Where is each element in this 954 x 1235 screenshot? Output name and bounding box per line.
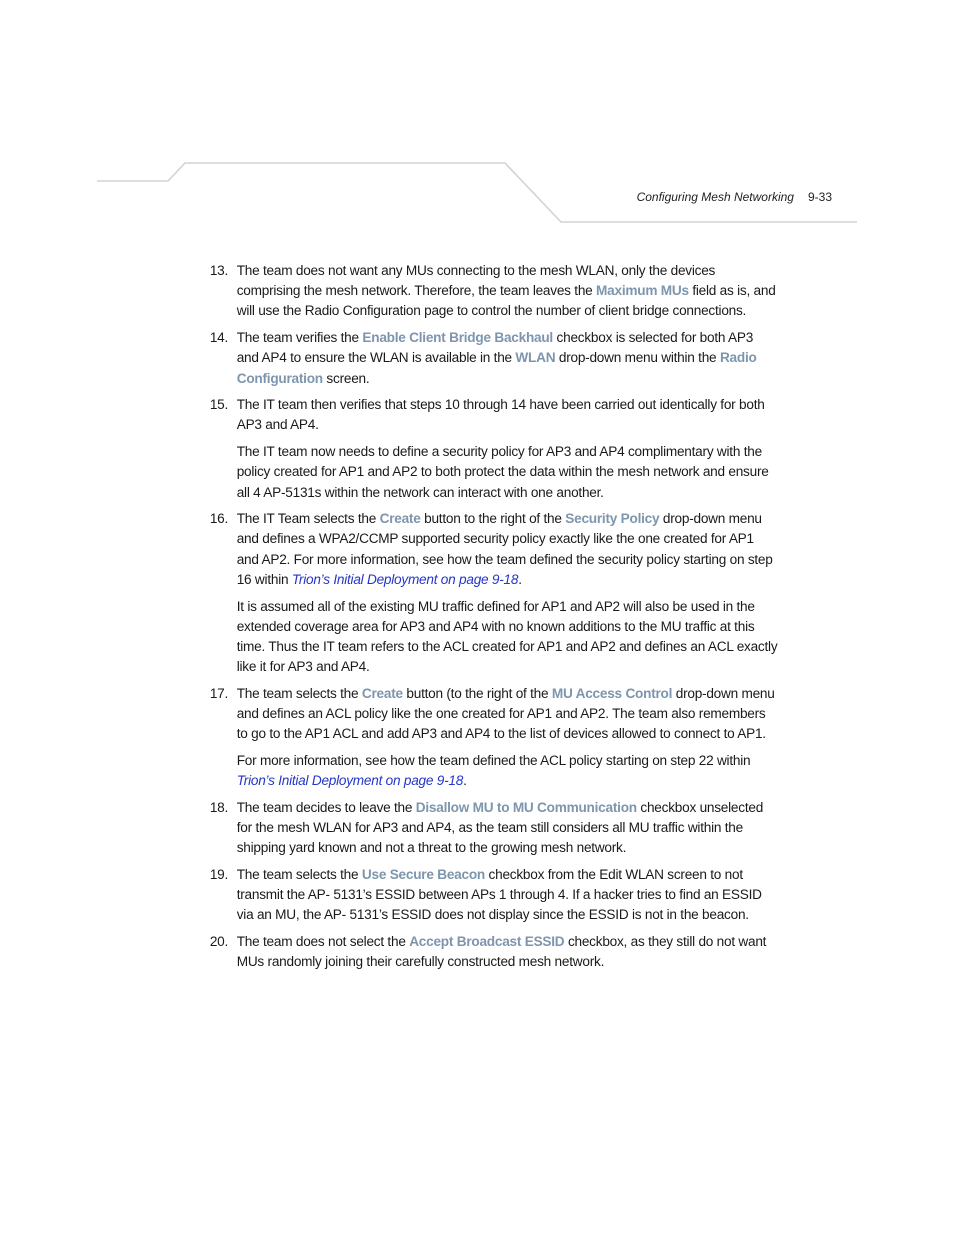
step-number: 14.: [209, 330, 229, 347]
step-13: 13. The team does not want any MUs connecting to the mesh WLAN, only the devices comprising the mesh network. Therefore, the team leaves the Maximum MUs field as is, and will use the Radio Configuration page to control the number of client bridge connections.: [209, 263, 776, 320]
ui-term: Create: [361, 685, 403, 702]
ui-term: Create: [379, 511, 421, 528]
step-number: 16.: [209, 511, 229, 528]
ui-term: Disallow MU to MU Communication: [415, 799, 637, 816]
step-number: 15.: [209, 397, 229, 414]
step-19: 19. The team selects the Use Secure Beacon checkbox from the Edit WLAN screen to not transmit the AP- 5131’s ESSID between APs 1 through 4. If a hacker tries to find an ESSID via an MU, the AP- 5131’s ESSID does not display since the ESSID is not in the beacon.: [209, 866, 762, 924]
cross-reference-link[interactable]: Trion’s Initial Deployment on page 9-18: [236, 773, 464, 790]
ui-term: Security Policy: [565, 511, 660, 528]
page-number: 9-33: [807, 190, 832, 204]
step-number: 17.: [209, 685, 229, 702]
step-18: 18. The team decides to leave the Disallow MU to MU Communication checkbox unselected for the mesh WLAN for AP3 and AP4, as the team still considers all MU traffic within the shipping yard known and not a threat to the growing mesh network.: [209, 799, 764, 857]
step-17-note: For more information, see how the team defined the ACL policy starting on step 22 within Trion’s Initial Deployment on page 9-18.: [236, 752, 751, 790]
step-16-note: It is assumed all of the existing MU traffic defined for AP1 and AP2 will also be used in the extended coverage area for AP3 and AP4 with no known additions to the MU traffic at this time. Thus the IT team refers to the ACL created for AP1 and AP2 and defines an ACL exactly like it for AP3 and AP4.: [236, 598, 778, 676]
step-number: 18.: [209, 799, 229, 816]
step-15-note: The IT team now needs to define a security policy for AP3 and AP4 complimentary with the policy created for AP1 and AP2 to both protect the data within the mesh network and ensure all 4 AP-5131s within the network can interact with one another.: [236, 444, 769, 501]
step-15: 15. The IT team then verifies that steps 10 through 14 have been carried out identically for both AP3 and AP4.: [209, 397, 765, 434]
cross-reference-link[interactable]: Trion’s Initial Deployment on page 9-18: [291, 571, 519, 588]
step-number: 20.: [209, 934, 229, 951]
step-14: 14. The team verifies the Enable Client Bridge Backhaul checkbox is selected for both AP3 and AP4 to ensure the WLAN is available in the WLAN drop-down menu within the Radio Configuration screen.: [209, 330, 757, 387]
ui-term: Enable Client Bridge Backhaul: [362, 330, 553, 347]
step-number: 19.: [209, 866, 229, 883]
ui-term: WLAN: [515, 350, 556, 367]
page-body: [206, 261, 778, 979]
ui-term: Use Secure Beacon: [361, 866, 485, 883]
section-title: Configuring Mesh Networking: [636, 190, 794, 204]
step-20: 20. The team does not select the Accept Broadcast ESSID checkbox, as they still do not want MUs randomly joining their carefully constructed mesh network.: [209, 934, 767, 971]
step-17: 17. The team selects the Create button (to the right of the MU Access Control drop-down menu and defines an ACL policy like the one created for AP1 and AP2. The team also remembers to go to the AP1 ACL and add AP3 and AP4 to the list of devices allowed to connect to AP1.: [209, 685, 775, 743]
step-number: 13.: [209, 263, 229, 279]
running-head: [560, 190, 832, 210]
ui-term: Accept Broadcast ESSID: [409, 934, 565, 951]
ui-term: Maximum MUs: [596, 283, 689, 300]
ui-term: MU Access Control: [551, 685, 673, 702]
ui-term: Radio Configuration: [236, 350, 757, 387]
step-16: 16. The IT Team selects the Create button to the right of the Security Policy drop-down menu and defines a WPA2/CCMP supported security policy exactly like the one created for AP1 and AP2. For more information, see how the team defined the security policy starting on step 16 within Trion’s Initial Deployment on page 9-18.: [209, 511, 773, 588]
